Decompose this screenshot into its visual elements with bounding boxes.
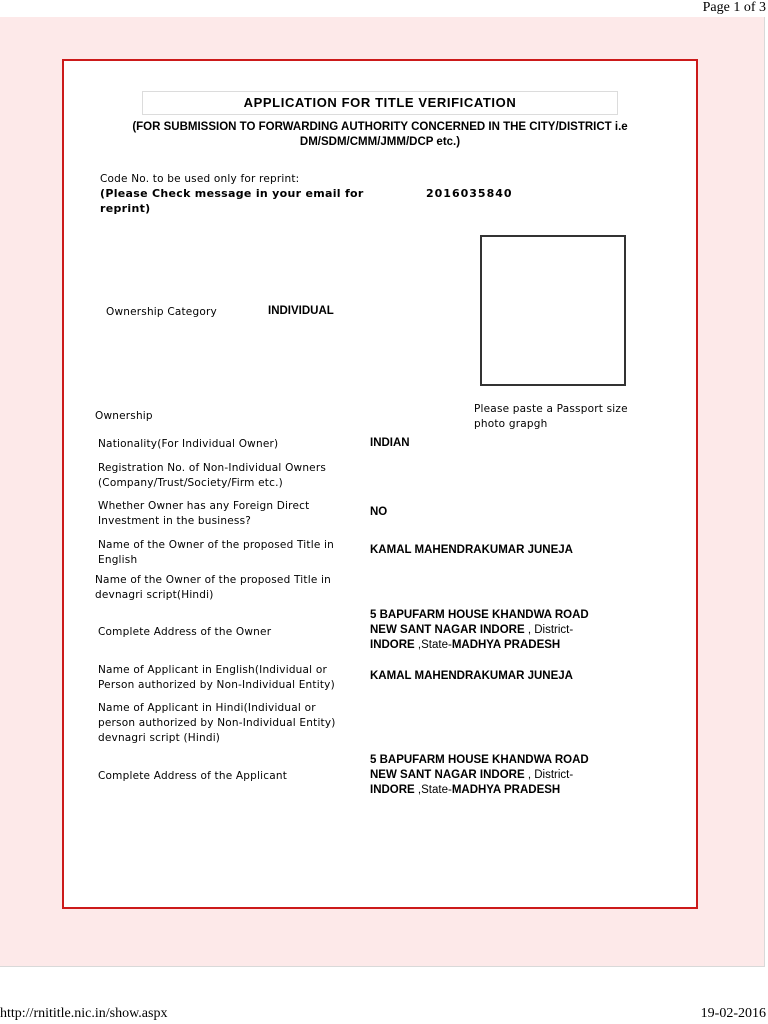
owner-district-label: , District- — [524, 624, 574, 636]
applicant-address-line-2 — [370, 768, 589, 783]
applicant-address-label: Complete Address of the Applicant — [98, 770, 288, 782]
owner-address-line-1: 5 BAPUFARM HOUSE KHANDWA ROAD — [370, 609, 589, 621]
owner-address-value — [370, 608, 589, 653]
form-frame — [62, 59, 698, 909]
subtitle-line-1: (FOR SUBMISSION TO FORWARDING AUTHORITY CONCERNED IN THE CITY/DISTRICT i.e — [132, 121, 628, 133]
owner-name-english-value: KAMAL MAHENDRAKUMAR JUNEJA — [370, 544, 573, 556]
owner-state-label: ,State- — [414, 639, 452, 651]
registration-label-line-1: Registration No. of Non-Individual Owners — [98, 462, 327, 474]
applicant-name-english-label-line-1: Name of Applicant in English(Individual or — [98, 664, 327, 676]
applicant-address-locality: NEW SANT NAGAR INDORE — [370, 769, 525, 781]
owner-name-hindi-label — [95, 573, 331, 603]
code-label: Code No. to be used only for reprint: — [100, 173, 300, 185]
applicant-district: INDORE — [370, 784, 415, 796]
applicant-district-label: , District- — [524, 769, 574, 781]
photo-note — [474, 402, 628, 432]
fdi-label-line-1: Whether Owner has any Foreign Direct — [98, 500, 310, 512]
owner-address-locality: NEW SANT NAGAR INDORE — [370, 624, 525, 636]
applicant-name-hindi-label-line-3: devnagri script (Hindi) — [98, 732, 221, 744]
owner-name-english-label-line-1: Name of the Owner of the proposed Title in — [98, 539, 335, 551]
applicant-name-english-value: KAMAL MAHENDRAKUMAR JUNEJA — [370, 670, 573, 682]
fdi-label-line-2: Investment in the business? — [98, 515, 252, 527]
photo-note-line-1: Please paste a Passport size — [474, 403, 628, 415]
owner-name-english-label — [98, 538, 334, 568]
applicant-name-hindi-label — [98, 701, 336, 746]
photo-note-line-2: photo grapgh — [474, 418, 548, 430]
applicant-state-label: ,State- — [414, 784, 452, 796]
footer-date: 19-02-2016 — [700, 1006, 766, 1021]
code-note — [100, 186, 364, 216]
code-value: 2016035840 — [426, 187, 513, 200]
ownership-label: Ownership — [95, 410, 153, 422]
footer-url: http://rnititle.nic.in/show.aspx — [0, 1006, 168, 1021]
registration-label-line-2: (Company/Trust/Society/Firm etc.) — [98, 477, 283, 489]
owner-name-english-label-line-2: English — [98, 554, 138, 566]
owner-district: INDORE — [370, 639, 415, 651]
code-note-line-1: (Please Check message in your email for — [100, 187, 364, 200]
owner-state: MADHYA PRADESH — [451, 639, 561, 651]
form-title: APPLICATION FOR TITLE VERIFICATION — [142, 91, 618, 115]
owner-name-hindi-label-line-1: Name of the Owner of the proposed Title in — [95, 574, 332, 586]
code-note-line-2: reprint) — [100, 202, 151, 215]
fdi-label — [98, 499, 309, 529]
form-subtitle — [84, 120, 676, 150]
applicant-address-line-3 — [370, 783, 589, 798]
applicant-address-line-1: 5 BAPUFARM HOUSE KHANDWA ROAD — [370, 754, 589, 766]
owner-address-label: Complete Address of the Owner — [98, 626, 272, 638]
applicant-state: MADHYA PRADESH — [451, 784, 561, 796]
nationality-label: Nationality(For Individual Owner) — [98, 438, 279, 450]
registration-label — [98, 461, 326, 491]
fdi-value: NO — [370, 506, 388, 518]
applicant-name-hindi-label-line-1: Name of Applicant in Hindi(Individual or — [98, 702, 316, 714]
owner-address-line-2 — [370, 623, 589, 638]
ownership-category-value: INDIVIDUAL — [268, 305, 334, 317]
applicant-name-english-label — [98, 663, 335, 693]
applicant-name-english-label-line-2: Person authorized by Non-Individual Entity) — [98, 679, 335, 691]
page-sheet — [0, 17, 765, 967]
ownership-category-label: Ownership Category — [106, 306, 217, 318]
photo-placeholder — [480, 235, 626, 386]
subtitle-line-2: DM/SDM/CMM/JMM/DCP etc.) — [299, 136, 461, 148]
applicant-address-value — [370, 753, 589, 798]
owner-address-line-3 — [370, 638, 589, 653]
owner-name-hindi-label-line-2: devnagri script(Hindi) — [95, 589, 214, 601]
page-number: Page 1 of 3 — [702, 0, 766, 15]
nationality-value: INDIAN — [370, 437, 410, 449]
applicant-name-hindi-label-line-2: person authorized by Non-Individual Entity) — [98, 717, 336, 729]
